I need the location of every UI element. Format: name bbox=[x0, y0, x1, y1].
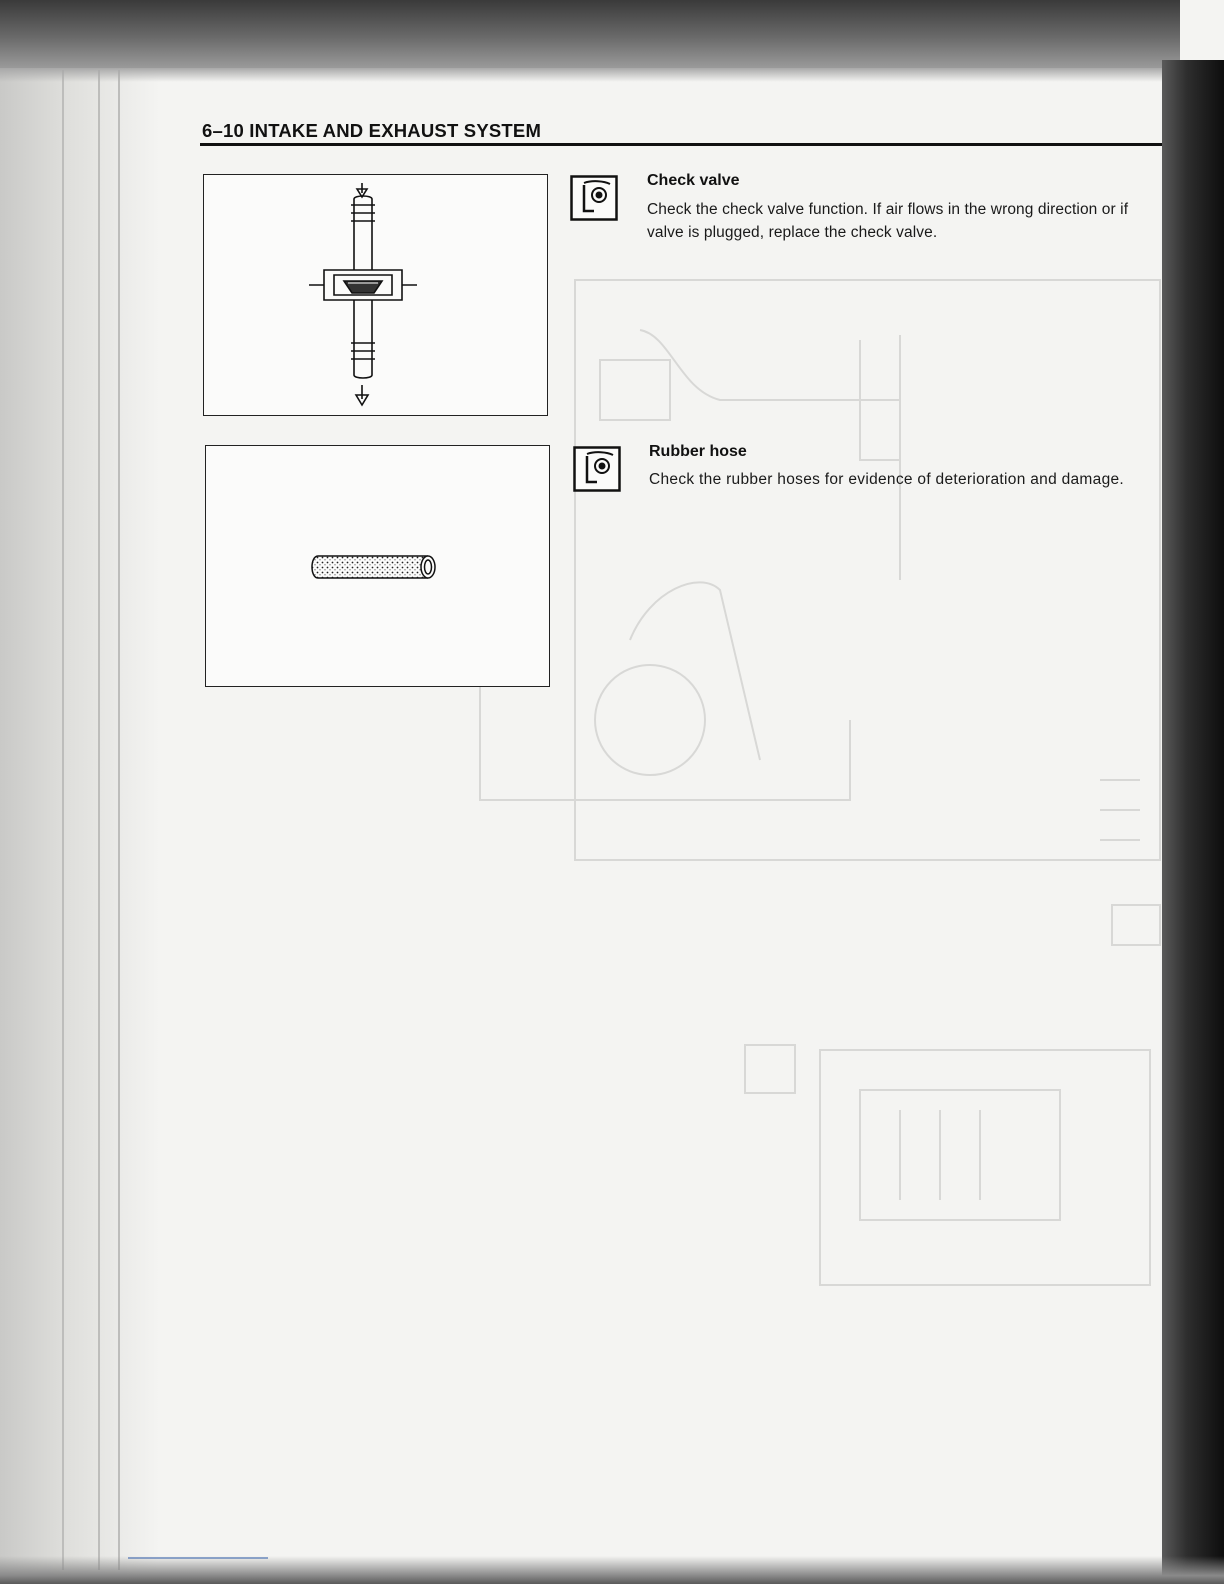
scan-top-shadow bbox=[0, 0, 1180, 68]
scan-left-shadow bbox=[0, 60, 160, 1584]
rubber-hose-instructions: Check the rubber hoses for evidence of deterioration and damage. bbox=[649, 471, 1125, 488]
scan-edge-mark bbox=[128, 1557, 268, 1559]
page-header-title: 6–10 INTAKE AND EXHAUST SYSTEM bbox=[202, 120, 542, 141]
scan-edge-line bbox=[118, 70, 120, 1570]
scan-edge-line bbox=[62, 70, 64, 1570]
check-valve-figure bbox=[203, 174, 548, 416]
check-valve-diagram-icon bbox=[204, 175, 546, 414]
check-valve-instructions: Check the check valve function. If air flows in the wrong direction or if valve is plugged, replace the check valve. bbox=[647, 201, 1129, 241]
rubber-hose-illustration-icon bbox=[206, 446, 548, 685]
header-rule bbox=[200, 143, 1162, 146]
scan-edge-line bbox=[98, 70, 100, 1570]
inspect-icon bbox=[570, 175, 618, 221]
rubber-hose-figure bbox=[205, 445, 550, 687]
inspect-icon bbox=[573, 446, 621, 492]
rubber-hose-heading: Rubber hose bbox=[649, 443, 747, 460]
check-valve-heading: Check valve bbox=[647, 172, 740, 189]
scan-right-shadow bbox=[1162, 60, 1224, 1584]
scan-top-fade bbox=[0, 68, 1180, 82]
scan-bottom-shadow bbox=[0, 1556, 1224, 1584]
